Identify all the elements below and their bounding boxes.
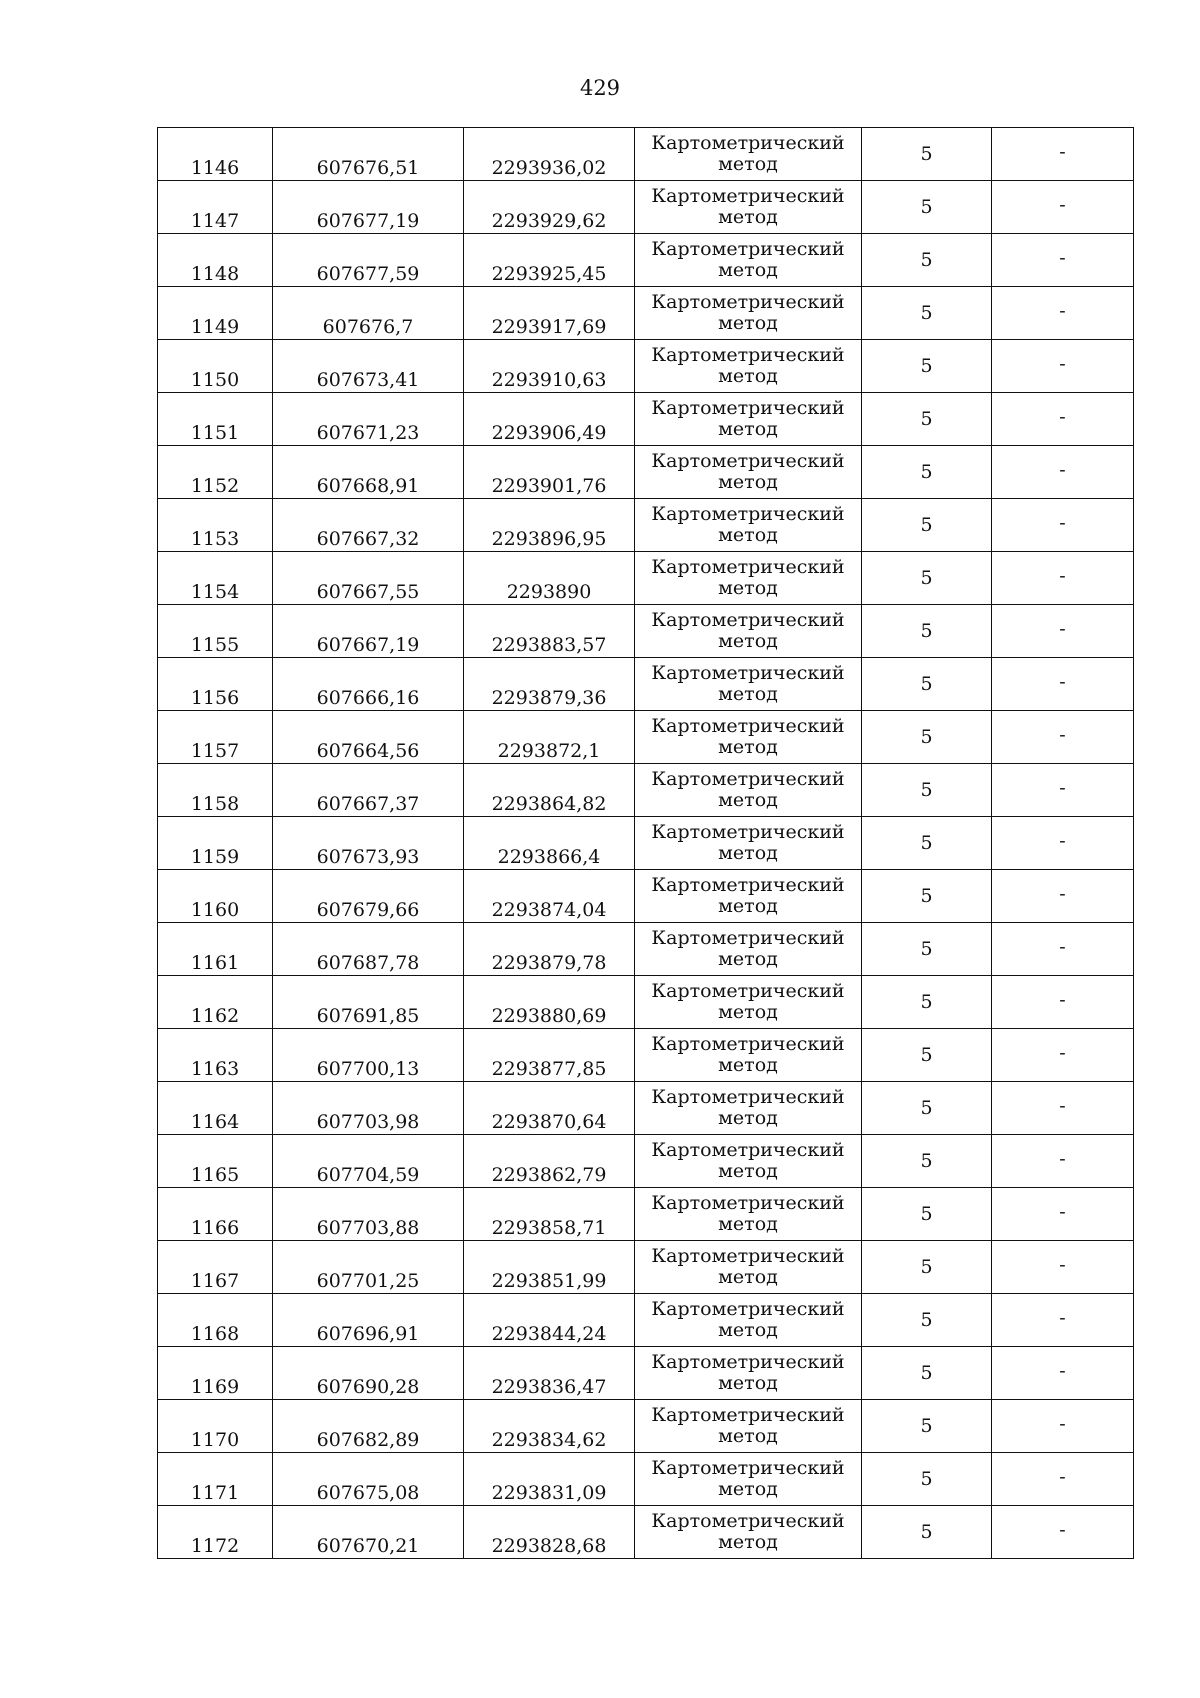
note-value: - (1059, 511, 1066, 534)
method-cell (635, 658, 862, 711)
method-cell (635, 764, 862, 817)
note-cell (992, 1506, 1134, 1559)
y-coordinate-cell: 2293870,64 (464, 1082, 635, 1135)
note-cell (992, 287, 1134, 340)
note-cell (992, 1135, 1134, 1188)
accuracy-cell: 5 (862, 340, 992, 393)
point-number-cell: 1167 (158, 1241, 273, 1294)
x-coordinate-cell: 607679,66 (273, 870, 464, 923)
y-coordinate-cell: 2293862,79 (464, 1135, 635, 1188)
method-line-2: метод (718, 948, 778, 970)
accuracy-cell: 5 (862, 287, 992, 340)
x-coordinate-cell: 607677,59 (273, 234, 464, 287)
method-line-2: метод (718, 153, 778, 175)
accuracy-cell: 5 (862, 1506, 992, 1559)
method-line-2: метод (718, 365, 778, 387)
note-value: - (1059, 1306, 1066, 1329)
note-cell (992, 870, 1134, 923)
note-cell (992, 1029, 1134, 1082)
note-value: - (1059, 1412, 1066, 1435)
point-number-cell: 1171 (158, 1453, 273, 1506)
point-number-cell: 1168 (158, 1294, 273, 1347)
note-value: - (1059, 935, 1066, 958)
note-cell (992, 234, 1134, 287)
y-coordinate-cell: 2293936,02 (464, 128, 635, 181)
note-value: - (1059, 1041, 1066, 1064)
x-coordinate-cell: 607675,08 (273, 1453, 464, 1506)
method-line-1: Картометрический (651, 1245, 845, 1267)
x-coordinate-cell: 607673,93 (273, 817, 464, 870)
y-coordinate-cell: 2293831,09 (464, 1453, 635, 1506)
note-value: - (1059, 829, 1066, 852)
method-cell (635, 340, 862, 393)
method-cell (635, 1506, 862, 1559)
method-line-1: Картометрический (651, 1351, 845, 1373)
method-line-2: метод (718, 471, 778, 493)
method-line-2: метод (718, 895, 778, 917)
y-coordinate-cell: 2293828,68 (464, 1506, 635, 1559)
accuracy-cell: 5 (862, 1241, 992, 1294)
table-row (158, 1241, 1134, 1294)
method-cell (635, 1241, 862, 1294)
coordinates-table (157, 127, 1134, 1559)
method-line-2: метод (718, 1107, 778, 1129)
method-line-2: метод (718, 312, 778, 334)
method-cell (635, 711, 862, 764)
method-line-1: Картометрический (651, 132, 845, 154)
point-number-cell: 1158 (158, 764, 273, 817)
note-cell (992, 1082, 1134, 1135)
y-coordinate-cell: 2293874,04 (464, 870, 635, 923)
point-number-cell: 1147 (158, 181, 273, 234)
note-cell (992, 1188, 1134, 1241)
note-value: - (1059, 299, 1066, 322)
method-line-2: метод (718, 1319, 778, 1341)
method-line-1: Картометрический (651, 397, 845, 419)
y-coordinate-cell: 2293925,45 (464, 234, 635, 287)
method-cell (635, 976, 862, 1029)
x-coordinate-cell: 607667,19 (273, 605, 464, 658)
method-cell (635, 1135, 862, 1188)
method-line-1: Картометрический (651, 715, 845, 737)
accuracy-cell: 5 (862, 1029, 992, 1082)
table-row (158, 817, 1134, 870)
table-row (158, 1082, 1134, 1135)
table-row (158, 711, 1134, 764)
point-number-cell: 1146 (158, 128, 273, 181)
accuracy-cell: 5 (862, 393, 992, 446)
point-number-cell: 1160 (158, 870, 273, 923)
accuracy-cell: 5 (862, 1453, 992, 1506)
y-coordinate-cell: 2293896,95 (464, 499, 635, 552)
method-line-1: Картометрический (651, 291, 845, 313)
x-coordinate-cell: 607670,21 (273, 1506, 464, 1559)
point-number-cell: 1169 (158, 1347, 273, 1400)
note-value: - (1059, 1359, 1066, 1382)
note-value: - (1059, 352, 1066, 375)
note-value: - (1059, 1094, 1066, 1117)
x-coordinate-cell: 607700,13 (273, 1029, 464, 1082)
table-row (158, 128, 1134, 181)
method-cell (635, 128, 862, 181)
y-coordinate-cell: 2293834,62 (464, 1400, 635, 1453)
accuracy-cell: 5 (862, 446, 992, 499)
x-coordinate-cell: 607687,78 (273, 923, 464, 976)
accuracy-cell: 5 (862, 923, 992, 976)
table-row (158, 976, 1134, 1029)
method-line-1: Картометрический (651, 1192, 845, 1214)
accuracy-cell: 5 (862, 658, 992, 711)
point-number-cell: 1161 (158, 923, 273, 976)
accuracy-cell: 5 (862, 1135, 992, 1188)
method-line-1: Картометрический (651, 768, 845, 790)
table-row (158, 1029, 1134, 1082)
method-line-1: Картометрический (651, 1510, 845, 1532)
method-line-1: Картометрический (651, 556, 845, 578)
y-coordinate-cell: 2293851,99 (464, 1241, 635, 1294)
method-line-1: Картометрический (651, 1404, 845, 1426)
x-coordinate-cell: 607703,98 (273, 1082, 464, 1135)
method-cell (635, 181, 862, 234)
note-cell (992, 658, 1134, 711)
method-line-1: Картометрический (651, 185, 845, 207)
note-value: - (1059, 988, 1066, 1011)
table-row (158, 181, 1134, 234)
method-cell (635, 1347, 862, 1400)
point-number-cell: 1151 (158, 393, 273, 446)
table-row (158, 1400, 1134, 1453)
note-cell (992, 1294, 1134, 1347)
method-cell (635, 234, 862, 287)
point-number-cell: 1149 (158, 287, 273, 340)
method-cell (635, 1029, 862, 1082)
y-coordinate-cell: 2293864,82 (464, 764, 635, 817)
point-number-cell: 1157 (158, 711, 273, 764)
note-value: - (1059, 140, 1066, 163)
point-number-cell: 1159 (158, 817, 273, 870)
y-coordinate-cell: 2293880,69 (464, 976, 635, 1029)
note-cell (992, 1347, 1134, 1400)
x-coordinate-cell: 607666,16 (273, 658, 464, 711)
note-value: - (1059, 564, 1066, 587)
table-row (158, 605, 1134, 658)
accuracy-cell: 5 (862, 764, 992, 817)
method-line-2: метод (718, 418, 778, 440)
table-row (158, 393, 1134, 446)
x-coordinate-cell: 607671,23 (273, 393, 464, 446)
y-coordinate-cell: 2293883,57 (464, 605, 635, 658)
table-row (158, 764, 1134, 817)
accuracy-cell: 5 (862, 1347, 992, 1400)
point-number-cell: 1152 (158, 446, 273, 499)
note-value: - (1059, 1518, 1066, 1541)
method-line-2: метод (718, 789, 778, 811)
method-line-2: метод (718, 736, 778, 758)
method-line-1: Картометрический (651, 1086, 845, 1108)
method-line-1: Картометрический (651, 238, 845, 260)
note-cell (992, 446, 1134, 499)
y-coordinate-cell: 2293929,62 (464, 181, 635, 234)
accuracy-cell: 5 (862, 711, 992, 764)
point-number-cell: 1153 (158, 499, 273, 552)
point-number-cell: 1150 (158, 340, 273, 393)
accuracy-cell: 5 (862, 181, 992, 234)
method-line-2: метод (718, 1054, 778, 1076)
accuracy-cell: 5 (862, 552, 992, 605)
method-cell (635, 1082, 862, 1135)
point-number-cell: 1148 (158, 234, 273, 287)
table-row (158, 552, 1134, 605)
method-line-1: Картометрический (651, 1457, 845, 1479)
accuracy-cell: 5 (862, 1294, 992, 1347)
table-row (158, 870, 1134, 923)
x-coordinate-cell: 607664,56 (273, 711, 464, 764)
table-row (158, 1135, 1134, 1188)
y-coordinate-cell: 2293866,4 (464, 817, 635, 870)
method-line-1: Картометрический (651, 874, 845, 896)
accuracy-cell: 5 (862, 128, 992, 181)
accuracy-cell: 5 (862, 1082, 992, 1135)
y-coordinate-cell: 2293879,78 (464, 923, 635, 976)
note-cell (992, 1453, 1134, 1506)
note-value: - (1059, 882, 1066, 905)
table-row (158, 1506, 1134, 1559)
accuracy-cell: 5 (862, 1400, 992, 1453)
y-coordinate-cell: 2293901,76 (464, 446, 635, 499)
method-line-2: метод (718, 630, 778, 652)
method-cell (635, 552, 862, 605)
accuracy-cell: 5 (862, 499, 992, 552)
note-cell (992, 923, 1134, 976)
table-row (158, 1294, 1134, 1347)
method-cell (635, 817, 862, 870)
table-row (158, 923, 1134, 976)
y-coordinate-cell: 2293910,63 (464, 340, 635, 393)
note-value: - (1059, 776, 1066, 799)
note-cell (992, 128, 1134, 181)
method-line-1: Картометрический (651, 1033, 845, 1055)
point-number-cell: 1166 (158, 1188, 273, 1241)
method-cell (635, 1294, 862, 1347)
note-value: - (1059, 1147, 1066, 1170)
accuracy-cell: 5 (862, 1188, 992, 1241)
page-number: 429 (579, 76, 621, 100)
y-coordinate-cell: 2293877,85 (464, 1029, 635, 1082)
method-line-1: Картометрический (651, 821, 845, 843)
point-number-cell: 1170 (158, 1400, 273, 1453)
table-row (158, 446, 1134, 499)
method-cell (635, 393, 862, 446)
method-line-2: метод (718, 1531, 778, 1553)
y-coordinate-cell: 2293836,47 (464, 1347, 635, 1400)
method-cell (635, 446, 862, 499)
table-row (158, 1347, 1134, 1400)
x-coordinate-cell: 607691,85 (273, 976, 464, 1029)
note-cell (992, 340, 1134, 393)
note-cell (992, 552, 1134, 605)
method-line-1: Картометрический (651, 1298, 845, 1320)
method-line-1: Картометрический (651, 980, 845, 1002)
method-line-2: метод (718, 1001, 778, 1023)
method-cell (635, 1188, 862, 1241)
accuracy-cell: 5 (862, 234, 992, 287)
method-line-2: метод (718, 577, 778, 599)
x-coordinate-cell: 607682,89 (273, 1400, 464, 1453)
point-number-cell: 1156 (158, 658, 273, 711)
x-coordinate-cell: 607703,88 (273, 1188, 464, 1241)
point-number-cell: 1163 (158, 1029, 273, 1082)
accuracy-cell: 5 (862, 605, 992, 658)
note-cell (992, 764, 1134, 817)
method-line-1: Картометрический (651, 609, 845, 631)
y-coordinate-cell: 2293906,49 (464, 393, 635, 446)
table-row (158, 287, 1134, 340)
y-coordinate-cell: 2293858,71 (464, 1188, 635, 1241)
note-cell (992, 1400, 1134, 1453)
point-number-cell: 1172 (158, 1506, 273, 1559)
note-value: - (1059, 1253, 1066, 1276)
y-coordinate-cell: 2293844,24 (464, 1294, 635, 1347)
method-line-2: метод (718, 524, 778, 546)
method-cell (635, 1453, 862, 1506)
note-cell (992, 393, 1134, 446)
point-number-cell: 1154 (158, 552, 273, 605)
note-value: - (1059, 458, 1066, 481)
note-value: - (1059, 670, 1066, 693)
x-coordinate-cell: 607677,19 (273, 181, 464, 234)
method-line-1: Картометрический (651, 1139, 845, 1161)
point-number-cell: 1164 (158, 1082, 273, 1135)
method-cell (635, 923, 862, 976)
x-coordinate-cell: 607676,51 (273, 128, 464, 181)
table-row (158, 658, 1134, 711)
table-row (158, 340, 1134, 393)
x-coordinate-cell: 607696,91 (273, 1294, 464, 1347)
method-line-2: метод (718, 1425, 778, 1447)
table-row (158, 1453, 1134, 1506)
note-cell (992, 605, 1134, 658)
table-row (158, 1188, 1134, 1241)
note-value: - (1059, 1465, 1066, 1488)
method-cell (635, 605, 862, 658)
y-coordinate-cell: 2293917,69 (464, 287, 635, 340)
point-number-cell: 1165 (158, 1135, 273, 1188)
x-coordinate-cell: 607668,91 (273, 446, 464, 499)
method-line-1: Картометрический (651, 503, 845, 525)
x-coordinate-cell: 607667,37 (273, 764, 464, 817)
accuracy-cell: 5 (862, 976, 992, 1029)
note-value: - (1059, 405, 1066, 428)
note-value: - (1059, 246, 1066, 269)
note-cell (992, 711, 1134, 764)
method-line-2: метод (718, 1372, 778, 1394)
table-row (158, 499, 1134, 552)
method-line-2: метод (718, 1213, 778, 1235)
method-line-2: метод (718, 1160, 778, 1182)
y-coordinate-cell: 2293890 (464, 552, 635, 605)
method-line-1: Картометрический (651, 927, 845, 949)
x-coordinate-cell: 607701,25 (273, 1241, 464, 1294)
method-cell (635, 1400, 862, 1453)
note-value: - (1059, 723, 1066, 746)
method-line-2: метод (718, 1478, 778, 1500)
x-coordinate-cell: 607704,59 (273, 1135, 464, 1188)
method-line-2: метод (718, 259, 778, 281)
method-line-2: метод (718, 683, 778, 705)
x-coordinate-cell: 607673,41 (273, 340, 464, 393)
method-line-2: метод (718, 1266, 778, 1288)
method-line-2: метод (718, 842, 778, 864)
x-coordinate-cell: 607667,55 (273, 552, 464, 605)
method-cell (635, 870, 862, 923)
note-value: - (1059, 1200, 1066, 1223)
table-row (158, 234, 1134, 287)
x-coordinate-cell: 607667,32 (273, 499, 464, 552)
x-coordinate-cell: 607676,7 (273, 287, 464, 340)
note-cell (992, 817, 1134, 870)
method-line-1: Картометрический (651, 450, 845, 472)
method-cell (635, 499, 862, 552)
note-cell (992, 1241, 1134, 1294)
accuracy-cell: 5 (862, 870, 992, 923)
point-number-cell: 1162 (158, 976, 273, 1029)
note-value: - (1059, 617, 1066, 640)
y-coordinate-cell: 2293872,1 (464, 711, 635, 764)
note-cell (992, 181, 1134, 234)
coordinates-table-body (158, 128, 1134, 1559)
method-line-1: Картометрический (651, 662, 845, 684)
method-line-1: Картометрический (651, 344, 845, 366)
x-coordinate-cell: 607690,28 (273, 1347, 464, 1400)
note-value: - (1059, 193, 1066, 216)
method-line-2: метод (718, 206, 778, 228)
point-number-cell: 1155 (158, 605, 273, 658)
y-coordinate-cell: 2293879,36 (464, 658, 635, 711)
method-cell (635, 287, 862, 340)
accuracy-cell: 5 (862, 817, 992, 870)
note-cell (992, 976, 1134, 1029)
note-cell (992, 499, 1134, 552)
